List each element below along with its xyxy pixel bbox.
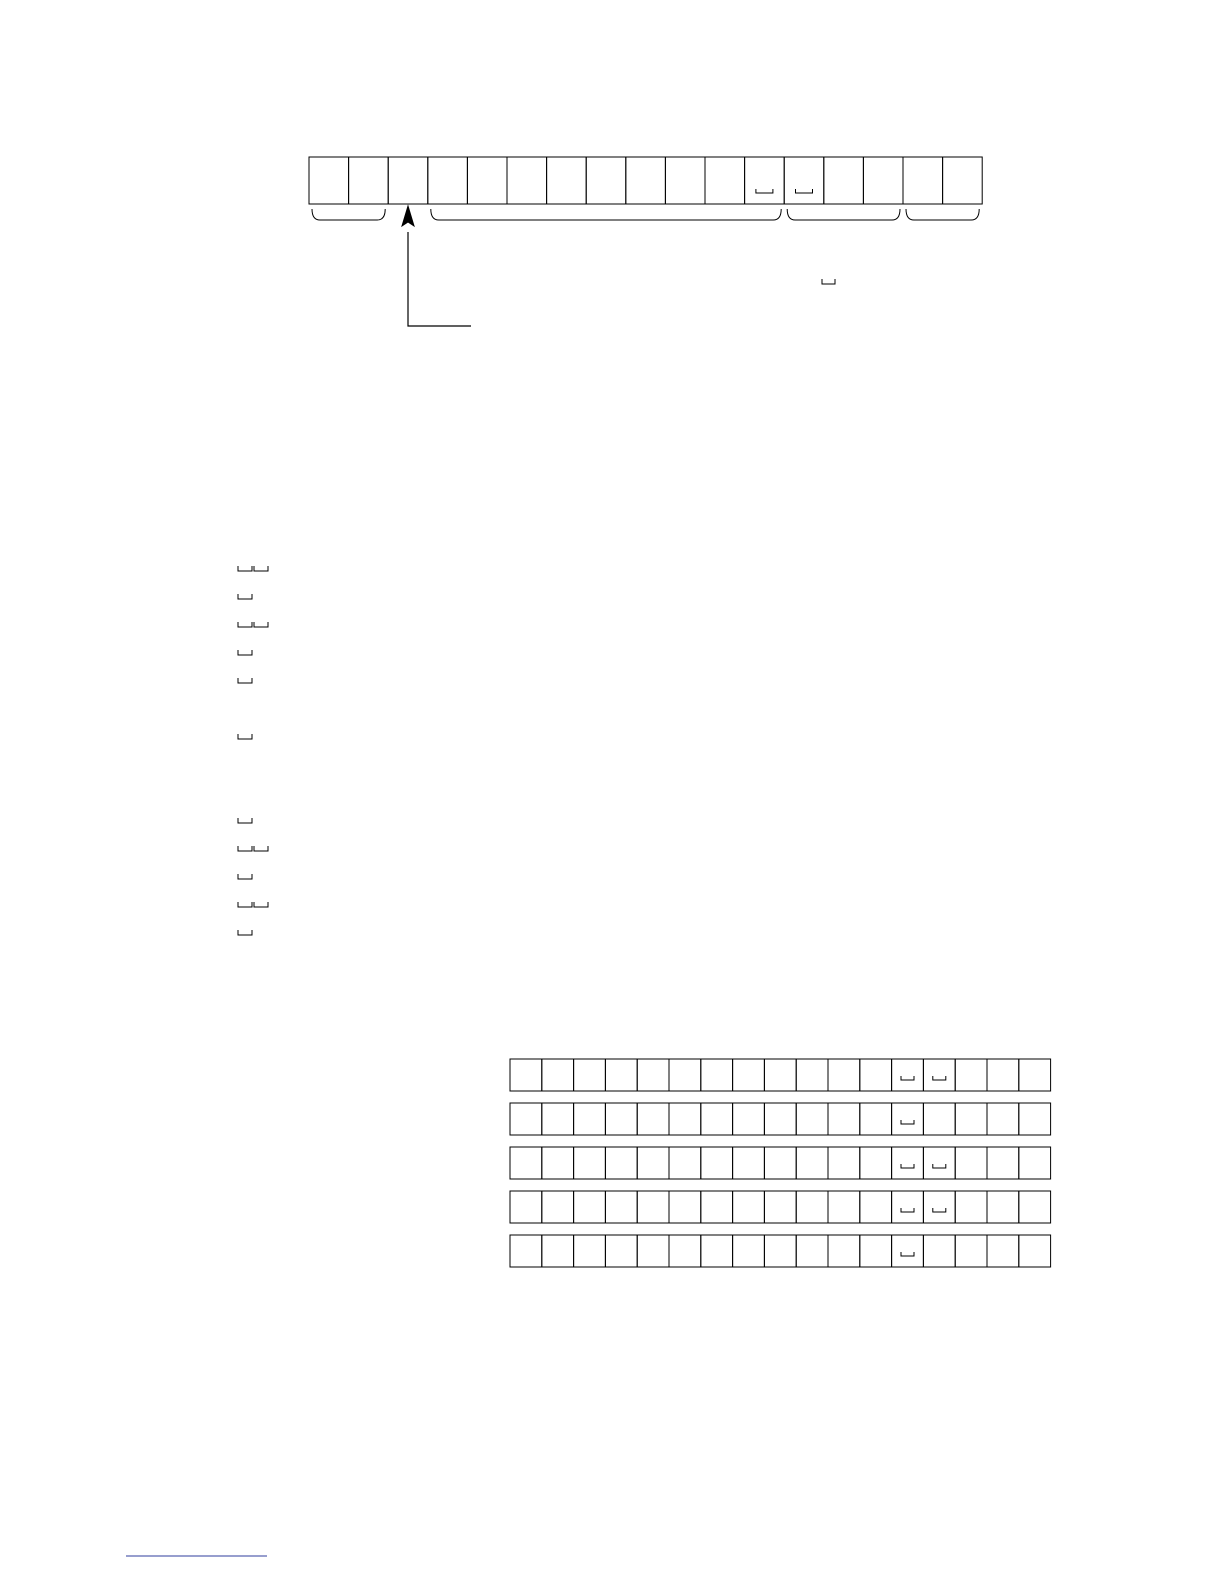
space-symbol-list-item xyxy=(238,678,252,683)
code-cell xyxy=(637,1191,669,1223)
code-cell xyxy=(1019,1191,1051,1223)
code-cell xyxy=(764,1103,796,1135)
code-cell xyxy=(586,157,626,204)
code-cell xyxy=(542,1059,574,1091)
code-cell xyxy=(428,157,468,204)
code-cell xyxy=(669,1235,701,1267)
space-symbol-list-item xyxy=(238,874,252,879)
space-symbol xyxy=(254,846,268,851)
space-symbol xyxy=(254,566,268,571)
code-cell xyxy=(510,1235,542,1267)
code-cell xyxy=(669,1191,701,1223)
code-cell xyxy=(1019,1235,1051,1267)
top-code-row xyxy=(309,157,982,204)
code-cell xyxy=(923,1059,955,1091)
code-cell xyxy=(987,1191,1019,1223)
code-cell xyxy=(828,1191,860,1223)
space-symbol-list-item xyxy=(238,566,268,571)
code-cell xyxy=(987,1059,1019,1091)
code-cell xyxy=(605,1147,637,1179)
code-cell xyxy=(923,1191,955,1223)
code-cell xyxy=(626,157,666,204)
space-symbol-cell xyxy=(901,1164,914,1168)
code-cell xyxy=(605,1235,637,1267)
code-cell xyxy=(764,1235,796,1267)
code-cell xyxy=(828,1103,860,1135)
space-symbol xyxy=(238,734,252,739)
code-cell xyxy=(507,157,547,204)
example-code-rows xyxy=(510,1059,1051,1267)
code-cell xyxy=(701,1059,733,1091)
code-cell xyxy=(987,1235,1019,1267)
space-symbol-cell xyxy=(933,1076,946,1080)
space-symbol-list-item xyxy=(238,930,252,935)
code-cell xyxy=(510,1059,542,1091)
code-cell xyxy=(605,1103,637,1135)
code-cell xyxy=(605,1059,637,1091)
space-symbol-list-item xyxy=(238,622,268,627)
space-symbol-cell xyxy=(901,1252,914,1256)
example-row xyxy=(510,1059,1051,1091)
code-cell xyxy=(574,1147,606,1179)
space-symbol xyxy=(238,650,252,655)
brace-group-2 xyxy=(431,209,781,220)
code-cell xyxy=(892,1191,924,1223)
code-cell xyxy=(542,1235,574,1267)
code-cell xyxy=(764,1059,796,1091)
space-symbol xyxy=(238,678,252,683)
code-cell xyxy=(828,1059,860,1091)
code-cell xyxy=(796,1059,828,1091)
code-cell xyxy=(923,1147,955,1179)
code-cell xyxy=(860,1235,892,1267)
code-cell xyxy=(1019,1059,1051,1091)
top-row-cells xyxy=(309,157,982,204)
code-cell xyxy=(892,1059,924,1091)
space-symbol-list xyxy=(238,566,268,935)
code-cell xyxy=(637,1059,669,1091)
code-cell xyxy=(701,1103,733,1135)
code-cell xyxy=(828,1235,860,1267)
code-cell xyxy=(860,1191,892,1223)
code-cell xyxy=(637,1103,669,1135)
code-cell xyxy=(943,157,983,204)
brace-group-3 xyxy=(787,209,900,220)
code-cell xyxy=(923,1103,955,1135)
code-cell xyxy=(669,1147,701,1179)
code-cell xyxy=(923,1235,955,1267)
code-cell xyxy=(764,1191,796,1223)
code-cell xyxy=(860,1147,892,1179)
space-symbol-list-item xyxy=(238,846,268,851)
example-row xyxy=(510,1235,1051,1267)
code-cell xyxy=(701,1191,733,1223)
code-cell xyxy=(547,157,587,204)
example-row xyxy=(510,1103,1051,1135)
legend-space-symbol xyxy=(822,279,835,284)
space-symbol xyxy=(238,566,252,571)
example-row xyxy=(510,1191,1051,1223)
code-cell xyxy=(796,1103,828,1135)
code-cell xyxy=(349,157,389,204)
code-cell xyxy=(745,157,785,204)
space-symbol xyxy=(238,874,252,879)
code-cell xyxy=(784,157,824,204)
space-symbol-cell xyxy=(901,1120,914,1124)
code-cell xyxy=(542,1191,574,1223)
code-cell xyxy=(955,1235,987,1267)
code-cell xyxy=(733,1235,765,1267)
code-cell xyxy=(955,1103,987,1135)
pointer-arrow xyxy=(402,206,835,326)
code-cell xyxy=(701,1235,733,1267)
code-cell xyxy=(467,157,507,204)
space-symbol-cell xyxy=(756,189,773,193)
code-cell xyxy=(542,1103,574,1135)
code-cell xyxy=(987,1147,1019,1179)
brace-group-4 xyxy=(906,209,979,220)
space-symbol-cell xyxy=(901,1076,914,1080)
space-symbol-list-item xyxy=(238,650,252,655)
code-cell xyxy=(669,1059,701,1091)
code-cell xyxy=(1019,1103,1051,1135)
code-cell xyxy=(824,157,864,204)
space-symbol-cell xyxy=(933,1164,946,1168)
code-cell xyxy=(892,1147,924,1179)
code-cell xyxy=(828,1147,860,1179)
space-symbol-list-item xyxy=(238,594,252,599)
code-cell xyxy=(892,1103,924,1135)
code-cell xyxy=(309,157,349,204)
code-cell xyxy=(510,1103,542,1135)
code-cell xyxy=(955,1059,987,1091)
space-symbol xyxy=(238,846,252,851)
code-cell xyxy=(987,1103,1019,1135)
code-cell xyxy=(863,157,903,204)
code-cell xyxy=(542,1147,574,1179)
space-symbol xyxy=(238,902,252,907)
pointer-arrowhead xyxy=(402,206,414,226)
code-cell xyxy=(733,1059,765,1091)
code-cell xyxy=(796,1235,828,1267)
code-cell xyxy=(892,1235,924,1267)
code-cell xyxy=(733,1147,765,1179)
code-cell xyxy=(637,1147,669,1179)
space-symbol xyxy=(254,622,268,627)
code-cell xyxy=(510,1191,542,1223)
code-cell xyxy=(796,1191,828,1223)
code-cell xyxy=(955,1147,987,1179)
space-symbol-cell xyxy=(901,1208,914,1212)
space-symbol-cell xyxy=(933,1208,946,1212)
code-cell xyxy=(705,157,745,204)
space-symbol xyxy=(238,622,252,627)
space-symbol xyxy=(238,930,252,935)
space-symbol xyxy=(238,818,252,823)
space-symbol xyxy=(238,594,252,599)
code-cell xyxy=(733,1191,765,1223)
code-cell xyxy=(574,1059,606,1091)
code-cell xyxy=(574,1103,606,1135)
pointer-line xyxy=(408,232,471,326)
code-cell xyxy=(903,157,943,204)
code-cell xyxy=(701,1147,733,1179)
code-cell xyxy=(860,1103,892,1135)
example-row xyxy=(510,1147,1051,1179)
code-cell xyxy=(510,1147,542,1179)
code-cell xyxy=(574,1191,606,1223)
space-symbol xyxy=(254,902,268,907)
code-cell xyxy=(637,1235,669,1267)
code-cell xyxy=(733,1103,765,1135)
code-cell xyxy=(860,1059,892,1091)
code-cell xyxy=(388,157,428,204)
code-cell xyxy=(665,157,705,204)
code-cell xyxy=(574,1235,606,1267)
space-symbol-list-item xyxy=(238,902,268,907)
code-cell xyxy=(669,1103,701,1135)
code-cell xyxy=(764,1147,796,1179)
space-symbol-list-item xyxy=(238,734,252,739)
code-cell xyxy=(955,1191,987,1223)
code-cell xyxy=(1019,1147,1051,1179)
space-symbol-cell xyxy=(796,189,813,193)
brace-group-1 xyxy=(312,209,385,220)
space-symbol-list-item xyxy=(238,818,252,823)
code-cell xyxy=(605,1191,637,1223)
code-cell xyxy=(796,1147,828,1179)
